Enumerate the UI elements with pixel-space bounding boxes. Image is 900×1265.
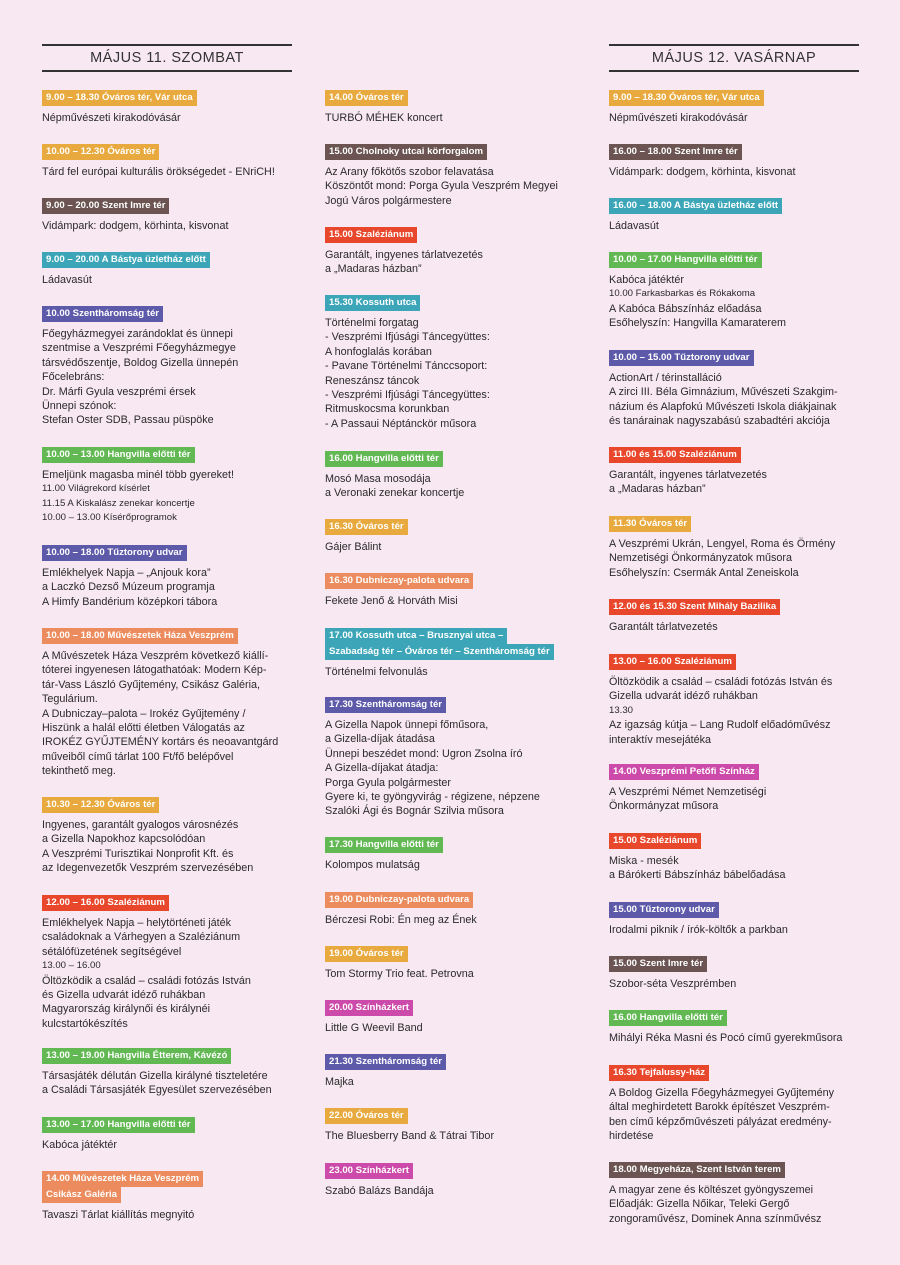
event-description [325, 665, 587, 679]
event-description [609, 923, 859, 937]
event-line: Gájer Bálint [325, 541, 382, 553]
event-line: Hiszünk a halál előtti életben Válogatás az [42, 722, 245, 735]
event-item [609, 599, 859, 634]
event-tag: Szabadság tér – Óváros tér – Szentháromság tér [325, 644, 554, 660]
event-description [325, 248, 587, 277]
event-tag: 16.30 Dubniczay-palota udvara [325, 573, 473, 589]
day-header-sunday: MÁJUS 12. VASÁRNAP [609, 44, 859, 72]
event-tag: 16.30 Tejfalussy-ház [609, 1065, 709, 1081]
event-time-location [325, 697, 587, 713]
event-line: Garantált, ingyenes tárlatvezetés [325, 249, 483, 261]
event-item [325, 519, 587, 554]
event-line: 10.00 – 13.00 Kísérőprogramok [42, 512, 177, 524]
event-tag: 12.00 és 15.30 Szent Mihály Bazilika [609, 599, 780, 615]
event-item [609, 350, 859, 429]
event-description [325, 913, 587, 927]
event-line: A Kabóca Bábszínház előadása [609, 302, 762, 315]
event-line: Tavaszi Tárlat kiállítás megnyitó [42, 1209, 195, 1221]
event-item [325, 1054, 587, 1089]
event-description [42, 649, 300, 779]
event-line: Gizella udvarát idéző ruhákban [609, 690, 758, 703]
event-time-location [42, 628, 300, 644]
event-line: Bérczesi Robi: Én meg az Ének [325, 914, 477, 926]
event-description [609, 1183, 859, 1226]
event-line: Köszöntőt mond: Porga Gyula Veszprém Megyei [325, 180, 558, 193]
event-line: a Veronaki zenekar koncertje [325, 487, 465, 500]
event-tag: 20.00 Színházkert [325, 1000, 413, 1016]
event-tag: 17.00 Kossuth utca – Brusznyai utca – [325, 628, 507, 644]
event-item [609, 902, 859, 937]
event-time-location [609, 447, 859, 463]
event-line: Szobor-séta Veszprémben [609, 978, 737, 990]
event-line: Szalóki Ági és Bognár Szilvia műsora [325, 805, 504, 818]
event-tag: 16.00 – 18.00 Szent Imre tér [609, 144, 742, 160]
event-line: A Gizella-díjakat átadja: [325, 762, 439, 775]
event-line: The Bluesberry Band & Tátrai Tibor [325, 1130, 495, 1142]
event-item [42, 895, 300, 1031]
event-line: IROKÉZ GYŰJTEMÉNY kortárs és neoavantgárd [42, 736, 279, 749]
event-time-location [609, 833, 859, 849]
event-tag: 14.00 Művészetek Háza Veszprém [42, 1171, 203, 1187]
event-item [325, 946, 587, 981]
event-description [42, 916, 300, 1031]
event-line: Esőhelyszín: Hangvilla Kamaraterem [609, 317, 787, 330]
event-line: A Boldog Gizella Főegyházmegyei Gyűjtemény [609, 1087, 835, 1099]
event-item [325, 227, 587, 277]
event-description [42, 1208, 300, 1222]
event-tag: 13.00 – 16.00 Szaléziánum [609, 654, 736, 670]
event-time-location [42, 90, 300, 106]
event-line: Esőhelyszín: Csermák Antal Zeneiskola [609, 566, 799, 579]
event-line: 11.00 Világrekord kísérlet [42, 483, 150, 495]
event-line: A zirci III. Béla Gimnázium, Művészeti Szakgim- [609, 386, 838, 399]
event-line: társvédőszentje, Boldog Gizella ünnepén [42, 356, 239, 369]
event-tag: 23.00 Színházkert [325, 1163, 413, 1179]
event-line: 13.30 [609, 704, 634, 716]
event-line: sétálófüzetének segítségével [42, 945, 182, 958]
event-description [42, 1138, 300, 1152]
event-item [609, 144, 859, 179]
event-line: Vidámpark: dodgem, körhinta, kisvonat [609, 166, 796, 178]
event-tag: 17.30 Szentháromság tér [325, 697, 446, 713]
event-item [609, 252, 859, 331]
event-tag: 9.00 – 18.30 Óváros tér, Vár utca [42, 90, 197, 106]
event-item [325, 1163, 587, 1198]
event-time-location [42, 447, 300, 463]
event-line: Emlékhelyek Napja – „Anjouk kora” [42, 567, 211, 579]
event-tag: 21.30 Szentháromság tér [325, 1054, 446, 1070]
event-line: a Gizella Napokhoz kapcsolódóan [42, 833, 206, 846]
event-line: Főegyházmegyei zarándoklat és ünnepi [42, 328, 233, 340]
event-line: által meghirdetett Barokk építészet Veszprém- [609, 1101, 830, 1114]
event-description [609, 165, 859, 179]
event-description [609, 537, 859, 580]
event-tag: 10.00 – 18.00 Tűztorony udvar [42, 545, 187, 561]
event-time-location [609, 902, 859, 918]
event-item [609, 654, 859, 747]
event-line: családoknak a Várhegyen a Szaléziánum [42, 931, 241, 944]
event-time-location [325, 1054, 587, 1070]
event-item [609, 1162, 859, 1226]
event-time-location [609, 144, 859, 160]
event-line: Előadják: Gizella Nőikar, Teleki Gergő [609, 1198, 790, 1211]
event-item [42, 1117, 300, 1152]
event-description [42, 468, 300, 526]
event-line: A Veszprémi Német Nemzetiségi [609, 786, 767, 798]
event-description [325, 111, 587, 125]
event-line: Főcelebráns: [42, 371, 105, 384]
event-time-location [42, 797, 300, 813]
event-tag: 9.00 – 18.30 Óváros tér, Vár utca [609, 90, 764, 106]
event-line: Stefan Oster SDB, Passau püspöke [42, 414, 214, 427]
event-line: Ládavasút [42, 274, 92, 286]
event-time-location [609, 956, 859, 972]
event-description [609, 675, 859, 747]
event-line: Magyarország királynői és királynéi [42, 1003, 211, 1016]
event-time-location [325, 628, 587, 660]
event-description [42, 111, 300, 125]
event-time-location [42, 144, 300, 160]
event-line: Nemzetiségi Önkormányzatok műsora [609, 552, 793, 565]
event-line: Mosó Masa mosodája [325, 473, 431, 485]
event-line: Az igazság kútja – Lang Rudolf előadóművész [609, 719, 831, 732]
event-time-location [42, 1117, 300, 1133]
event-description [325, 718, 587, 819]
event-line: A Veszprémi Ukrán, Lengyel, Roma és Örmény [609, 538, 836, 550]
event-time-location [42, 252, 300, 268]
event-line: Emeljünk magasba minél több gyereket! [42, 469, 235, 481]
event-tag: 14.00 Veszprémi Petőfi Színház [609, 764, 759, 780]
event-tag: 10.30 – 12.30 Óváros tér [42, 797, 159, 813]
event-line: Majka [325, 1076, 354, 1088]
event-line: Kabóca játéktér [42, 1139, 118, 1151]
event-description [325, 1184, 587, 1198]
event-line: Történelmi felvonulás [325, 666, 428, 678]
event-line: hirdetése [609, 1130, 654, 1143]
event-line: - Veszprémi Ifjúsági Táncegyüttes: [325, 331, 490, 344]
event-line: Önkormányzat műsora [609, 800, 719, 813]
event-description [42, 566, 300, 609]
event-line: és tanárainak nagyszabású szabadtéri akciója [609, 415, 830, 428]
event-line: - Veszprémi Ifjúsági Táncegyüttes: [325, 389, 490, 402]
event-line: a „Madaras házban” [609, 483, 706, 496]
event-line: a Laczkó Dezső Múzeum programja [42, 581, 215, 594]
event-description [325, 1075, 587, 1089]
event-line: a Gizella-díjak átadása [325, 733, 435, 746]
event-line: Little G Weevil Band [325, 1022, 423, 1034]
event-line: műveiből című tárlat 100 Ft/fő belépővel [42, 750, 234, 763]
event-time-location [609, 516, 859, 532]
event-item [609, 90, 859, 125]
event-line: tóterei ingyenesen látogathatóak: Modern Kép- [42, 664, 267, 677]
event-line: Kolompos mulatság [325, 859, 420, 871]
event-line: Gyere ki, te gyöngyvirág - régizene, népzene [325, 791, 540, 804]
event-time-location [325, 1000, 587, 1016]
event-tag: 11.30 Óváros tér [609, 516, 691, 532]
event-tag: 22.00 Óváros tér [325, 1108, 408, 1124]
event-time-location [609, 1010, 859, 1026]
event-tag: 15.00 Tűztorony udvar [609, 902, 719, 918]
event-description [42, 327, 300, 428]
event-tag: 9.00 – 20.00 A Bástya üzletház előtt [42, 252, 210, 268]
event-time-location [325, 573, 587, 589]
event-item [325, 295, 587, 431]
event-time-location [42, 895, 300, 911]
event-line: Tegulárium. [42, 693, 98, 706]
event-line: 10.00 Farkasbarkas és Rókakoma [609, 288, 756, 300]
event-item [42, 1171, 300, 1222]
event-tag: 19.00 Dubniczay-palota udvara [325, 892, 473, 908]
event-description [42, 219, 300, 233]
event-time-location [42, 306, 300, 322]
event-description [42, 165, 300, 179]
event-line: Öltözködik a család – családi fotózás István és [609, 676, 833, 688]
event-item [42, 90, 300, 125]
event-tag: 15.30 Kossuth utca [325, 295, 420, 311]
event-line: Garantált, ingyenes tárlatvezetés [609, 469, 767, 481]
event-line: Vidámpark: dodgem, körhinta, kisvonat [42, 220, 229, 232]
event-item [609, 1010, 859, 1045]
event-line: tár-Vass László Gyűjtemény, Csikász Galéria, [42, 678, 261, 691]
event-line: Népművészeti kirakodóvásár [609, 112, 748, 124]
event-time-location [325, 892, 587, 908]
event-time-location [325, 1163, 587, 1179]
event-description [609, 1031, 859, 1045]
event-item [325, 451, 587, 501]
event-description [325, 967, 587, 981]
event-item [325, 697, 587, 819]
event-item [609, 516, 859, 580]
event-line: - Pavane Történelmi Tánccsoport: [325, 360, 488, 373]
event-line: Reneszánsz táncok [325, 374, 420, 387]
event-time-location [609, 350, 859, 366]
event-line: Kabóca játéktér [609, 274, 685, 286]
event-tag: 15.00 Szaléziánum [325, 227, 417, 243]
event-item [609, 764, 859, 814]
event-time-location [609, 1162, 859, 1178]
event-tag: 10.00 – 12.30 Óváros tér [42, 144, 159, 160]
event-tag: 13.00 – 17.00 Hangvilla előtti tér [42, 1117, 195, 1133]
event-line: Ünnepi beszédet mond: Ugron Zsolna író [325, 747, 523, 760]
event-line: A Veszprémi Turisztikai Nonprofit Kft. és [42, 847, 234, 860]
event-time-location [609, 1065, 859, 1081]
event-line: názium és Alapfokú Művészeti Iskola diákjainak [609, 400, 837, 413]
event-line: Népművészeti kirakodóvásár [42, 112, 181, 124]
event-item [325, 1000, 587, 1035]
event-description [609, 854, 859, 883]
event-line: Ládavasút [609, 220, 659, 232]
event-line: - A Passaui Néptánckör műsora [325, 417, 477, 430]
event-tag: 12.00 – 16.00 Szaléziánum [42, 895, 169, 911]
event-time-location [42, 1048, 300, 1064]
event-tag: 10.00 – 15.00 Tűztorony udvar [609, 350, 754, 366]
event-line: A magyar zene és költészet gyöngyszemei [609, 1184, 814, 1196]
event-line: A Himfy Bandérium középkori tábora [42, 595, 218, 608]
event-line: Ritmuskocsma korunkban [325, 403, 450, 416]
event-item [325, 573, 587, 608]
event-description [609, 1086, 859, 1144]
event-description [325, 540, 587, 554]
event-description [609, 111, 859, 125]
event-item [42, 447, 300, 526]
event-tag: 17.30 Hangvilla előtti tér [325, 837, 443, 853]
event-line: az Idegenvezetők Veszprém szervezésében [42, 862, 254, 875]
event-line: tekinthető meg. [42, 765, 116, 778]
event-line: a „Madaras házban” [325, 263, 422, 276]
event-description [325, 1129, 587, 1143]
event-tag: 11.00 és 15.00 Szaléziánum [609, 447, 741, 463]
event-line: Fekete Jenő & Horváth Misi [325, 595, 458, 607]
event-description [609, 219, 859, 233]
event-tag: 10.00 – 13.00 Hangvilla előtti tér [42, 447, 195, 463]
event-time-location [325, 837, 587, 853]
event-time-location [609, 599, 859, 615]
event-description [325, 165, 587, 208]
event-line: Öltözködik a család – családi fotózás István [42, 974, 251, 987]
event-time-location [609, 198, 859, 214]
event-item [325, 144, 587, 208]
event-tag: 13.00 – 19.00 Hangvilla Étterem, Kávézó [42, 1048, 231, 1064]
event-line: Jogú Város polgármestere [325, 194, 452, 207]
event-line: 13.00 – 16.00 [42, 960, 101, 972]
event-item [42, 306, 300, 428]
event-line: ActionArt / térinstalláció [609, 372, 722, 384]
event-item [42, 144, 300, 179]
event-time-location [325, 227, 587, 243]
event-line: a Bárókerti Bábszínház bábelőadása [609, 869, 786, 882]
event-time-location [42, 1171, 300, 1203]
event-tag: 15.00 Szent Imre tér [609, 956, 707, 972]
event-line: A Művészetek Háza Veszprém következő kiállí- [42, 650, 269, 662]
event-item [609, 833, 859, 883]
event-item [609, 1065, 859, 1144]
event-tag: 15.00 Cholnoky utcai körforgalom [325, 144, 487, 160]
event-time-location [325, 451, 587, 467]
event-description [325, 472, 587, 501]
event-line: Emlékhelyek Napja – helytörténeti játék [42, 917, 232, 929]
event-item [42, 1048, 300, 1098]
event-description [609, 371, 859, 429]
event-time-location [325, 1108, 587, 1124]
event-tag: 16.00 – 18.00 A Bástya üzletház előtt [609, 198, 782, 214]
event-line: A Gizella Napok ünnepi főműsora, [325, 719, 489, 731]
event-description [609, 977, 859, 991]
event-line: Ünnepi szónok: [42, 400, 117, 413]
event-description [325, 1021, 587, 1035]
event-line: Társasjáték délután Gizella királyné tiszteletére [42, 1070, 268, 1082]
event-line: a Családi Társasjáték Egyesület szervezésében [42, 1084, 272, 1097]
event-description [42, 818, 300, 876]
event-tag: 9.00 – 20.00 Szent Imre tér [42, 198, 169, 214]
event-line: Ingyenes, garantált gyalogos városnézés [42, 819, 239, 831]
event-line: Irodalmi piknik / írók-költők a parkban [609, 924, 788, 936]
event-line: szentmise a Veszprémi Főegyházmegye [42, 342, 236, 355]
event-item [42, 797, 300, 876]
event-item [42, 628, 300, 779]
event-time-location [325, 946, 587, 962]
day-header-saturday: MÁJUS 11. SZOMBAT [42, 44, 292, 72]
event-tag: 18.00 Megyeháza, Szent István terem [609, 1162, 785, 1178]
event-tag: 15.00 Szaléziánum [609, 833, 701, 849]
event-line: Szabó Balázs Bandája [325, 1185, 434, 1197]
event-item [325, 628, 587, 679]
event-item [325, 1108, 587, 1143]
event-time-location [325, 90, 587, 106]
event-line: ben című képzőművészeti pályázat eredmény- [609, 1115, 832, 1128]
event-line: Garantált tárlatvezetés [609, 621, 718, 633]
event-item [42, 545, 300, 609]
event-tag: 14.00 Óváros tér [325, 90, 408, 106]
event-line: Mihályi Réka Masni és Pocó című gyerekműsora [609, 1032, 843, 1044]
event-line: Dr. Márfi Gyula veszprémi érsek [42, 385, 196, 398]
event-description [42, 273, 300, 287]
event-description [325, 316, 587, 431]
event-time-location [325, 295, 587, 311]
event-description [609, 468, 859, 497]
event-tag: 16.30 Óváros tér [325, 519, 408, 535]
event-tag: 16.00 Hangvilla előtti tér [609, 1010, 727, 1026]
event-time-location [42, 198, 300, 214]
event-line: és Gizella udvarát idéző ruhákban [42, 989, 206, 1002]
event-line: Történelmi forgatag [325, 317, 419, 329]
event-tag: 19.00 Óváros tér [325, 946, 408, 962]
event-line: A honfoglalás korában [325, 345, 432, 358]
event-item [325, 837, 587, 872]
event-line: interaktív mesejátéka [609, 733, 712, 746]
event-line: Tárd fel európai kulturális örökségedet - ENriCH! [42, 166, 275, 178]
event-line: Az Arany főkötős szobor felavatása [325, 166, 494, 178]
event-description [609, 273, 859, 331]
event-item [609, 447, 859, 497]
event-tag: 10.00 – 17.00 Hangvilla előtti tér [609, 252, 762, 268]
event-item [325, 892, 587, 927]
event-line: kulcstartókészítés [42, 1017, 128, 1030]
event-line: Tom Stormy Trio feat. Petrovna [325, 968, 474, 980]
event-item [42, 252, 300, 287]
event-line: A Dubniczay–palota – Irokéz Gyűjtemény / [42, 707, 246, 720]
event-line: TURBÓ MÉHEK koncert [325, 112, 443, 124]
event-item [42, 198, 300, 233]
event-item [609, 198, 859, 233]
event-line: Porga Gyula polgármester [325, 776, 452, 789]
event-description [42, 1069, 300, 1098]
event-time-location [609, 90, 859, 106]
event-tag: 10.00 Szentháromság tér [42, 306, 163, 322]
event-time-location [609, 764, 859, 780]
event-time-location [325, 519, 587, 535]
event-line: Miska - mesék [609, 855, 679, 867]
event-description [609, 785, 859, 814]
event-line: 11.15 A Kiskalász zenekar koncertje [42, 497, 195, 509]
event-description [609, 620, 859, 634]
event-time-location [609, 654, 859, 670]
event-tag: 16.00 Hangvilla előtti tér [325, 451, 443, 467]
event-time-location [42, 545, 300, 561]
event-time-location [609, 252, 859, 268]
event-time-location [325, 144, 587, 160]
event-tag: Csikász Galéria [42, 1187, 121, 1203]
event-tag: 10.00 – 18.00 Művészetek Háza Veszprém [42, 628, 238, 644]
event-item [325, 90, 587, 125]
event-description [325, 858, 587, 872]
event-description [325, 594, 587, 608]
event-item [609, 956, 859, 991]
event-line: zongoraművész, Dominek Anna színművész [609, 1212, 822, 1225]
